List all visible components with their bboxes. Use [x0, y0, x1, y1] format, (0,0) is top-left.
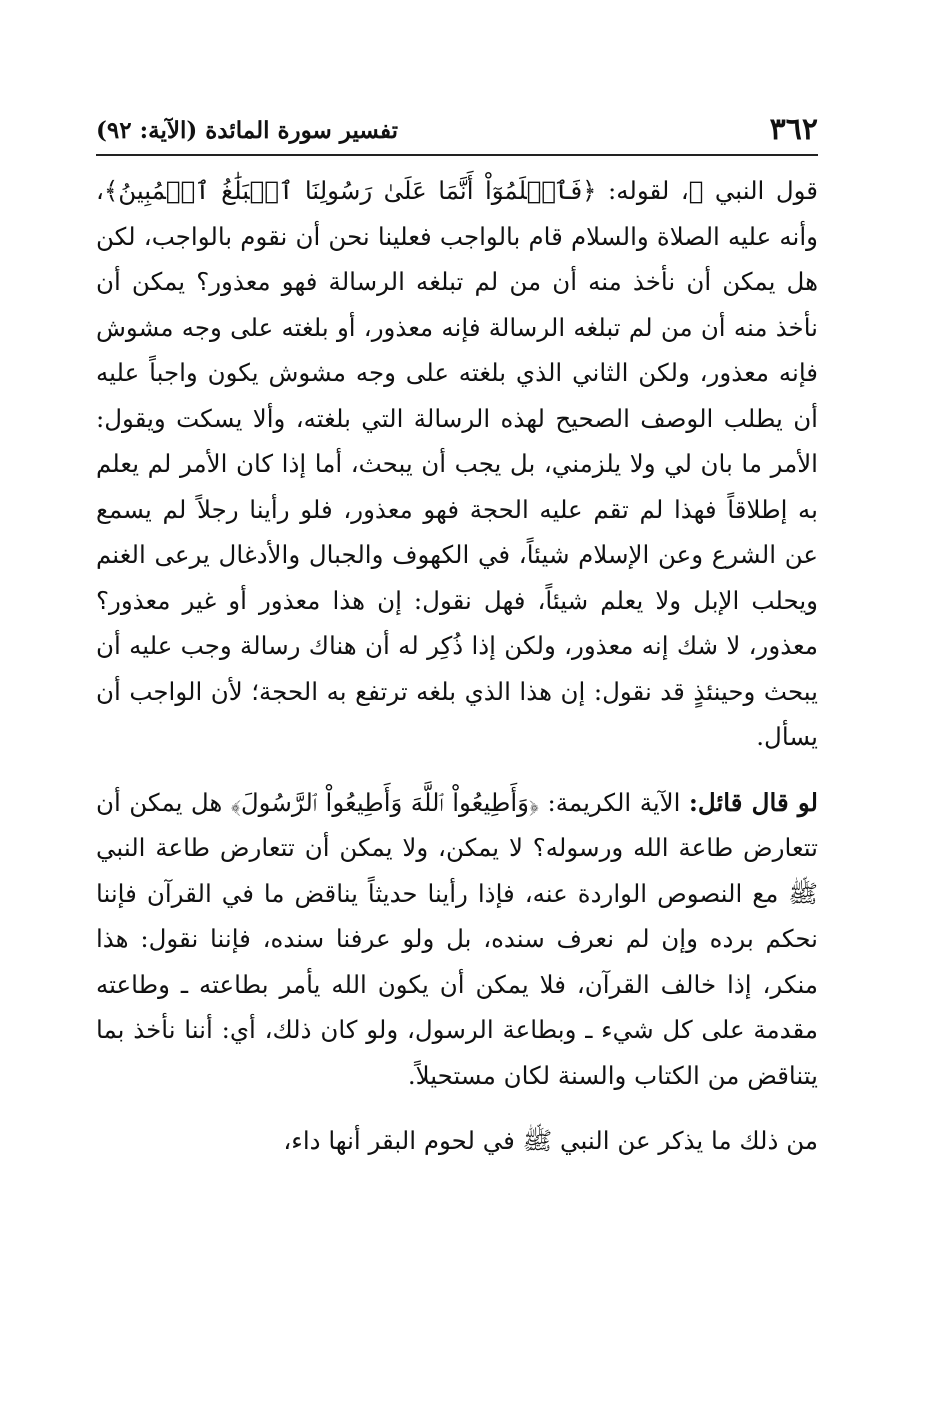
paragraph-3	[96, 1118, 818, 1164]
header-divider	[96, 154, 818, 156]
paragraph-3-text: من ذلك ما يذكر عن النبي ﷺ في لحوم البقر أنها داء،	[283, 1126, 818, 1155]
paragraph-2-text: الآية الكريمة: ﴿وَأَطِيعُواْ ٱللَّهَ وَأَطِيعُواْ ٱلرَّسُولَ﴾ هل يمكن أن تتعارض طاعة الله ورسوله؟ لا يمكن، ولا يمكن أن تتعارض طاعة النبي ﷺ مع النصوص الواردة عنه، فإذا رأينا حديثاً يناقض ما في القرآن فإننا نحكم برده وإن لم نعرف سنده، بل ولو عرفنا سنده، فإننا نقول: هذا منكر، إذا خالف القرآن، فلا يمكن أن يكون الله يأمر بطاعته ـ وطاعته مقدمة على كل شيء ـ وبطاعة الرسول، ولو كان ذلك، أي: أننا نأخذ بما يتناقض من الكتاب والسنة لكان مستحيلاً.	[96, 787, 818, 1090]
page-number: ٣٦٢	[769, 112, 818, 147]
page-body	[96, 168, 818, 1164]
paragraph-2-lead: لو قال قائل:	[688, 787, 818, 817]
page-header	[96, 110, 818, 154]
paragraph-1	[96, 168, 818, 760]
paragraph-1-text: قول النبي ﷺ، لقوله: ﴿فَٱعۡلَمُوٓاْ أَنَّمَا عَلَىٰ رَسُولِنَا ٱلۡبَلَٰغُ ٱلۡمُبِينُ﴾، وأنه عليه الصلاة والسلام قام بالواجب فعلينا نحن أن نقوم بالواجب، لكن هل يمكن أن نأخذ منه أن من لم تبلغه الرسالة فهو معذور؟ يمكن أن نأخذ منه أن من لم تبلغه الرسالة فإنه معذور، أو بلغته على وجه مشوش فإنه معذور، ولكن الثاني الذي بلغته على وجه مشوش يكون واجباً عليه أن يطلب الوصف الصحيح لهذه الرسالة التي بلغته، وألا يسكت ويقول: الأمر ما بان لي ولا يلزمني، بل يجب أن يبحث، أما إذا كان الأمر لم يعلم به إطلاقاً فهذا لم تقم عليه الحجة فهو معذور، فلو رأينا رجلاً لم يسمع عن الشرع وعن الإسلام شيئاً، في الكهوف والجبال والأدغال يرعى الغنم ويحلب الإبل ولا يعلم شيئاً، فهل نقول: إن هذا معذور أو غير معذور؟ معذور، لا شك إنه معذور، ولكن إذا ذُكِر له أن هناك رسالة وجب عليه أن يبحث وحينئذٍ قد نقول: إن هذا الذي بلغه ترتفع به الحجة؛ لأن الواجب أن يسأل.	[96, 176, 818, 751]
running-title: تفسير سورة المائدة (الآية: ٩٢)	[96, 117, 398, 144]
paragraph-2	[96, 780, 818, 1099]
